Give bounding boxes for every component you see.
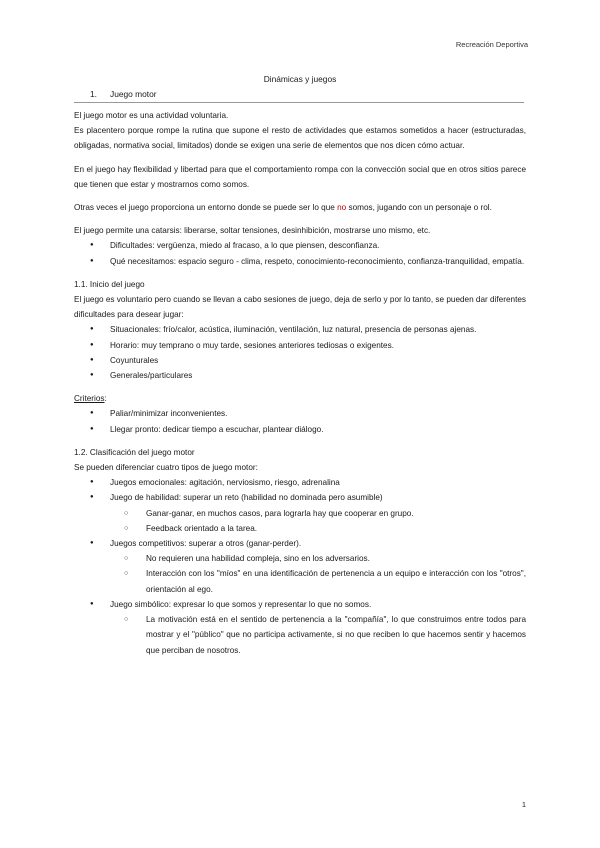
list-item: ● Llegar pronto: dedicar tiempo a escuchar, plantear diálogo. <box>74 422 526 437</box>
bullet-list <box>74 475 526 657</box>
sub-list-item: ○ La motivación está en el sentido de pertenencia a la "compañía", lo que construimos entre todos para mostrar y el "público" que no participa activamente, si no que reciben lo que hacemos sentir y hacemos que perciban de nosotros. <box>110 612 526 658</box>
highlighted-word: no <box>337 203 347 213</box>
paragraph: El juego es voluntario pero cuando se llevan a cabo sesiones de juego, deja de serlo y por lo tanto, se pueden dar diferentes dificultades para desear jugar: <box>74 295 526 320</box>
sub-list <box>110 506 526 536</box>
paragraph: En el juego hay flexibilidad y libertad para que el comportamiento rompa con la convección social que en otros sitios parece que tienen que estar y mostrarnos como somos. <box>74 164 526 189</box>
list-item: ● Generales/particulares <box>74 368 526 383</box>
list-item-text: Juegos competitivos: superar a otros (ganar-perder). <box>110 539 302 549</box>
document-title: Dinámicas y juegos <box>263 74 337 84</box>
sub-list-item: ○ Ganar-ganar, en muchos casos, para lograrla hay que cooperar en grupo. <box>110 506 526 521</box>
list-item: ● Situacionales: frío/calor, acústica, iluminación, ventilación, luz natural, presencia de personas ajenas. <box>74 322 526 337</box>
text-run: Otras veces el juego proporciona un entorno donde se puede ser lo que <box>74 203 338 213</box>
text-run: somos, jugando con un personaje o rol. <box>346 203 492 213</box>
sub-list <box>110 612 526 658</box>
document-body <box>74 108 526 658</box>
list-item: ● Dificultades: vergüenza, miedo al fracaso, a lo que piensen, desconfianza. <box>74 238 526 253</box>
sub-list-item: ○ Feedback orientado a la tarea. <box>110 521 526 536</box>
list-item <box>74 490 526 536</box>
subsection-heading: 1.2. Clasificación del juego motor <box>74 447 195 457</box>
paragraph <box>74 200 526 215</box>
running-header: Recreación Deportiva <box>455 40 528 49</box>
section-number: 1. <box>90 89 97 99</box>
label-colon: : <box>104 394 107 404</box>
list-item-text: Juegos emocionales: agitación, nerviosismo, riesgo, adrenalina <box>110 478 340 488</box>
heading-rule <box>74 102 524 103</box>
bullet-list <box>74 406 526 436</box>
list-item: ● Qué necesitamos: espacio seguro - clima, respeto, conocimiento-reconocimiento, confianza-tranquilidad, empatía. <box>74 254 526 269</box>
list-item-text: Juego simbólico: expresar lo que somos y representar lo que no somos. <box>110 599 372 609</box>
paragraph: El juego permite una catarsis: liberarse, soltar tensiones, desinhibición, mostrarse uno mismo, etc. <box>74 226 431 236</box>
paragraph: Es placentero porque rompe la rutina que supone el resto de actividades que estamos sometidos a hacer (estructuradas, obligadas, normativa social, limitados) donde se exigen una serie de elementos que nos dicen cómo actuar. <box>74 126 526 151</box>
list-item <box>74 475 526 490</box>
list-item-text: Juego de habilidad: superar un reto (habilidad no dominada pero asumible) <box>110 493 383 503</box>
criterios-label <box>74 391 526 406</box>
paragraph: Se pueden diferenciar cuatro tipos de juego motor: <box>74 463 258 473</box>
sub-list <box>110 551 526 597</box>
paragraph: El juego motor es una actividad voluntaria. <box>74 111 229 120</box>
bullet-list <box>74 238 526 268</box>
sub-list-item: ○ No requieren una habilidad compleja, sino en los adversarios. <box>110 551 526 566</box>
section-title: Juego motor <box>110 89 157 99</box>
section-heading-1 <box>90 89 157 99</box>
list-item: ● Paliar/minimizar inconvenientes. <box>74 406 526 421</box>
sub-list-item: ○ Interacción con los "míos" en una identificación de pertenencia a un equipo e interacción con los "otros", orientación al ego. <box>110 566 526 596</box>
bullet-list <box>74 322 526 383</box>
list-item: ● Horario: muy temprano o muy tarde, sesiones anteriores tediosas o exigentes. <box>74 338 526 353</box>
list-item <box>74 597 526 658</box>
list-item: ● Coyunturales <box>74 353 526 368</box>
page-number: 1 <box>521 800 526 809</box>
subsection-heading: 1.1. Inicio del juego <box>74 279 145 289</box>
list-item <box>74 536 526 597</box>
underlined-label: Criterios <box>74 394 105 404</box>
